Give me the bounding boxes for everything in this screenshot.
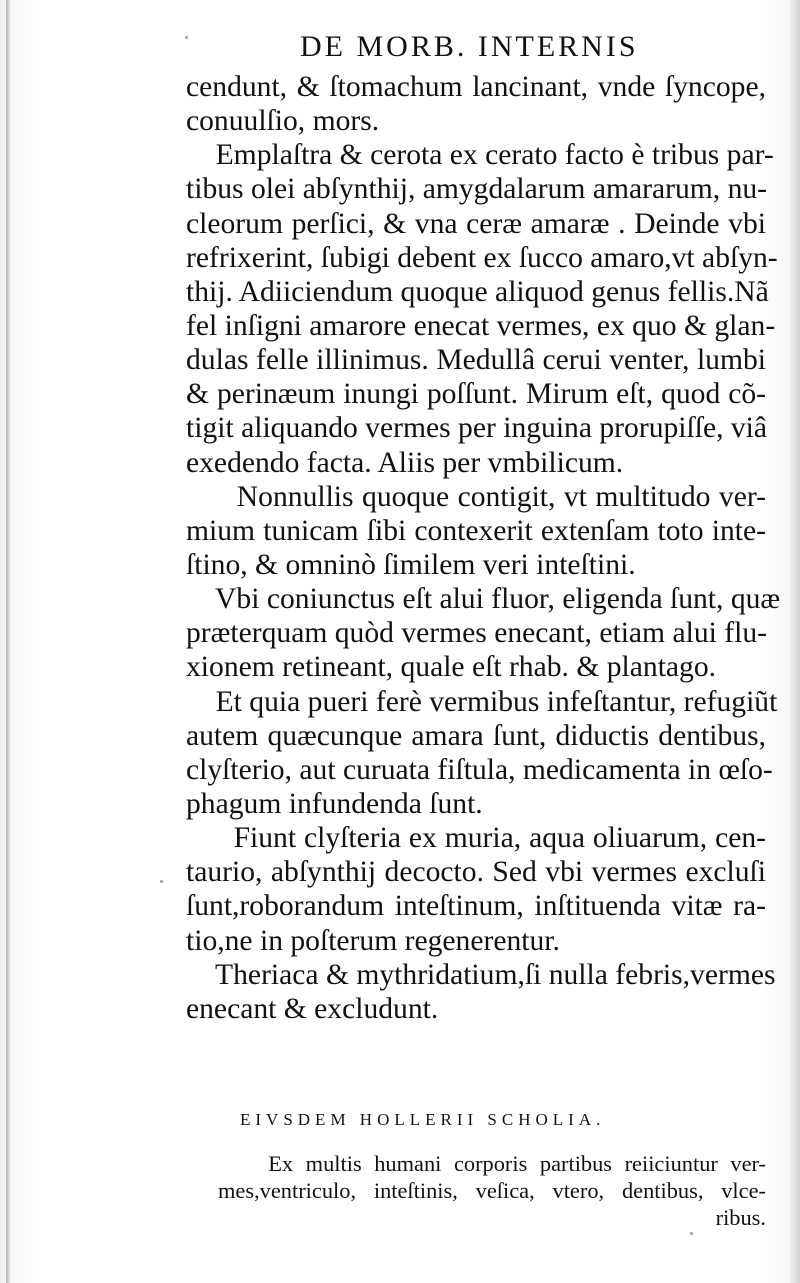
text-line: conuulſio, mors.: [186, 105, 380, 138]
text-line: tio,ne in poſterum regenerentur.: [186, 924, 560, 957]
text-line: fel inſigni amarore enecat vermes, ex quo & glan-: [186, 309, 776, 342]
text-line: taurio, abſynthij decocto. Sed vbi vermes excluſi: [186, 856, 766, 889]
text-line: præterquam quòd vermes enecant, etiam alui flu-: [186, 617, 767, 650]
scholia-text-block: [218, 1150, 766, 1231]
print-speck: [690, 1232, 693, 1235]
text-line: Et quia pueri ferè vermibus infeſtantur, refugiũt: [186, 685, 778, 718]
text-line: clyſterio, aut curuata fiſtula, medicamenta in œſo-: [186, 753, 773, 786]
scholia-line: mes,ventriculo, inteſtinis, veſica, vtero, dentibus, vlce-: [218, 1178, 766, 1203]
text-line: cendunt, & ſtomachum lancinant, vnde ſyncope,: [186, 71, 766, 103]
text-line: dulas felle illinimus. Medullâ cerui venter, lumbi: [186, 344, 766, 377]
text-line: cleorum perſici, & vna ceræ amaræ . Deinde vbi: [186, 207, 766, 240]
print-speck: [160, 880, 163, 883]
text-line: tibus olei abſynthij, amygdalarum amararum, nu-: [186, 173, 768, 206]
text-line: Emplaſtra & cerota ex cerato facto è tribus par-: [186, 139, 774, 172]
main-text-block: [186, 70, 781, 1026]
text-line: mium tunicam ſibi contexerit extenſam toto inte-: [186, 514, 766, 547]
text-line: autem quæcunque amara ſunt, diductis dentibus,: [186, 719, 766, 752]
text-line: Vbi coniunctus eſt alui fluor, eligenda ſunt, quæ: [186, 583, 781, 616]
text-line: tigit aliquando vermes per inguina prorupiſſe, viâ: [186, 412, 768, 445]
text-line: Nonnullis quoque contigit, vt multitudo ver-: [186, 480, 766, 513]
text-line: ſtino, & omninò ſimilem veri inteſtini.: [186, 548, 636, 581]
text-line: refrixerint, ſubigi debent ex ſucco amaro,vt abſyn-: [186, 241, 778, 274]
scholia-line: ribus.: [715, 1205, 766, 1230]
scholia-heading: EIVSDEM HOLLERII SCHOLIA.: [240, 1110, 606, 1129]
text-line: xionem retineant, quale eſt rhab. & plantago.: [186, 651, 717, 684]
text-line: exedendo facta. Aliis per vmbilicum.: [186, 446, 624, 479]
text-line: Theriaca & mythridatium,ſi nulla febris,vermes: [186, 958, 776, 991]
page-left-edge-shadow: [6, 0, 10, 1283]
text-line: Fiunt clyſteria ex muria, aqua oliuarum, cen-: [186, 822, 766, 855]
text-line: & perinæum inungi poſſunt. Mirum eſt, quod cõ-: [186, 378, 766, 411]
text-line: thij. Adiiciendum quoque aliquod genus fellis.Nã: [186, 275, 769, 308]
running-head: DE MORB. INTERNIS: [300, 30, 639, 63]
text-line: ſunt,roborandum inteſtinum, inſtituenda vitæ ra-: [186, 890, 766, 923]
scholia-line: Ex multis humani corporis partibus reiiciuntur ver-: [218, 1151, 766, 1176]
page-right-edge-shadow: [790, 0, 800, 1283]
text-line: phagum infundenda ſunt.: [186, 787, 483, 820]
print-speck: [185, 36, 188, 39]
text-line: enecant & excludunt.: [186, 992, 439, 1025]
